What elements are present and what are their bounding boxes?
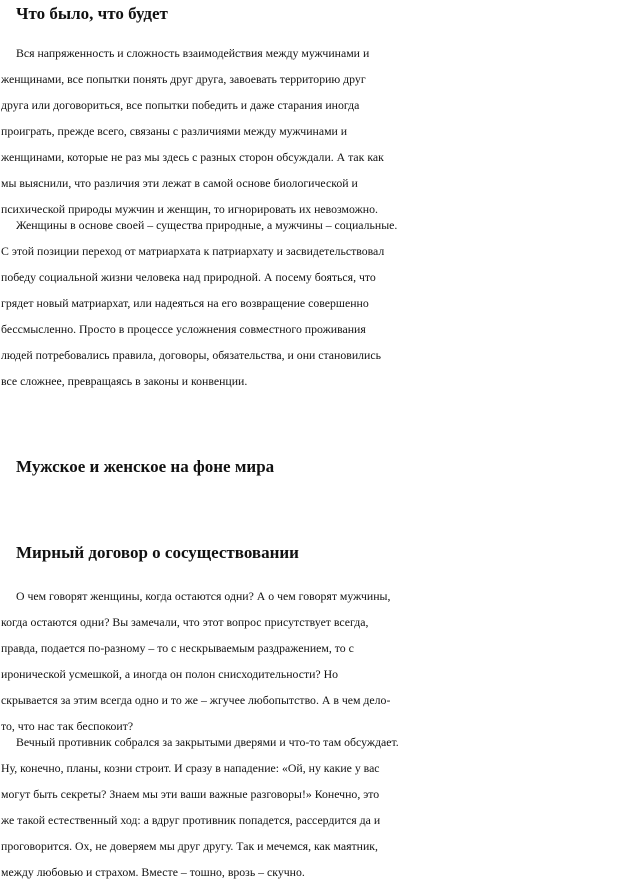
text-line: могут быть секреты? Знаем мы эти ваши важные разговоры!» Конечно, это bbox=[1, 787, 380, 801]
text-line: людей потребовались правила, договоры, обязательства, и они становились bbox=[1, 348, 381, 362]
text-line: психической природы мужчин и женщин, то игнорировать их невозможно. bbox=[1, 202, 378, 216]
text-line: женщинами, которые не раз мы здесь с разных сторон обсуждали. А так как bbox=[1, 150, 384, 164]
text-line: грядет новый матриархат, или надеяться на его возвращение совершенно bbox=[1, 296, 369, 310]
paragraph-2 bbox=[0, 212, 620, 394]
text-line: между любовью и страхом. Вместе – тошно, врозь – скучно. bbox=[1, 865, 305, 879]
text-line: правда, подается по-разному – то с нескрываемым раздражением, то с bbox=[1, 641, 354, 655]
text-line: скрывается за этим всегда одно и то же – жгучее любопытство. А в чем дело- bbox=[1, 693, 391, 707]
text-line: С этой позиции переход от матриархата к патриархату и засвидетельствовал bbox=[1, 244, 385, 258]
section-title-male-female: Мужское и женское на фоне мира bbox=[16, 457, 275, 476]
text-line: Вся напряженность и сложность взаимодействия между мужчинами и bbox=[16, 46, 370, 60]
text-line: иронической усмешкой, а иногда он полон снисходительности? Но bbox=[1, 667, 339, 681]
paragraph-3 bbox=[0, 583, 620, 739]
text-line: бессмысленно. Просто в процессе усложнения совместного проживания bbox=[1, 322, 366, 336]
text-line: проиграть, прежде всего, связаны с различиями между мужчинами и bbox=[1, 124, 348, 138]
text-line: все сложнее, превращаясь в законы и конвенции. bbox=[1, 374, 248, 388]
text-line: женщинами, все попытки понять друг друга, завоевать территорию друг bbox=[1, 72, 366, 86]
text-line: победу социальной жизни человека над природной. А посему бояться, что bbox=[1, 270, 376, 284]
paragraph-1 bbox=[0, 40, 620, 222]
text-line: Женщины в основе своей – существа природные, а мужчины – социальные. bbox=[16, 218, 398, 232]
section-title-what-was: Что было, что будет bbox=[16, 4, 168, 23]
text-line: Ну, конечно, планы, козни строит. И сразу в нападение: «Ой, ну какие у вас bbox=[1, 761, 380, 775]
paragraph-4 bbox=[0, 729, 620, 885]
text-line: то, что нас так беспокоит? bbox=[1, 719, 134, 733]
text-line: мы выяснили, что различия эти лежат в самой основе биологической и bbox=[1, 176, 358, 190]
text-line: О чем говорят женщины, когда остаются одни? А о чем говорят мужчины, bbox=[16, 589, 391, 603]
text-line: друга или договориться, все попытки победить и даже старания иногда bbox=[1, 98, 360, 112]
text-line: проговорится. Ох, не доверяем мы друг другу. Так и мечемся, как маятник, bbox=[1, 839, 378, 853]
text-line: когда остаются одни? Вы замечали, что этот вопрос присутствует всегда, bbox=[1, 615, 369, 629]
text-line: же такой естественный ход: а вдруг противник попадется, рассердится да и bbox=[1, 813, 381, 827]
text-line: Вечный противник собрался за закрытыми дверями и что-то там обсуждает. bbox=[16, 735, 399, 749]
section-title-peace-treaty: Мирный договор о сосуществовании bbox=[16, 543, 299, 562]
